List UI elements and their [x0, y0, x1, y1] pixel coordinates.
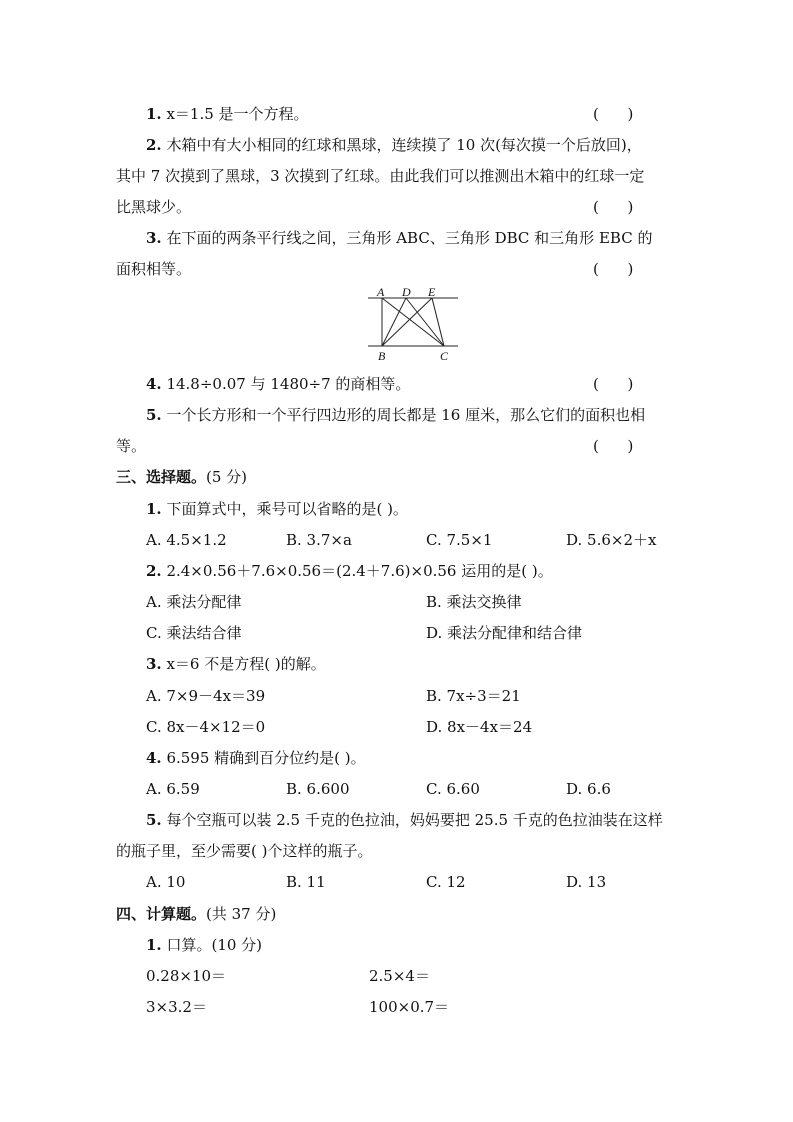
- item-number: 2.: [146, 562, 162, 580]
- option-c[interactable]: C. 8x－4×12＝0: [146, 718, 266, 736]
- oral-calc-item[interactable]: 3×3.2＝: [146, 998, 207, 1016]
- question-stem: x＝6 不是方程( )的解。: [166, 655, 326, 673]
- section-score: (共 37 分): [206, 905, 277, 923]
- item-number: 4.: [146, 375, 162, 393]
- option-b[interactable]: B. 7x÷3＝21: [426, 687, 521, 705]
- point-label-d: D: [402, 286, 411, 299]
- section-score: (5 分): [206, 468, 248, 486]
- item-number: 3.: [146, 229, 162, 247]
- option-c[interactable]: C. 12: [426, 873, 466, 891]
- item-number: 5.: [146, 811, 162, 829]
- question-text: 等。: [116, 437, 147, 455]
- question-stem: 2.4×0.56＋7.6×0.56＝(2.4＋7.6)×0.56 运用的是( )。: [166, 562, 553, 580]
- option-d[interactable]: D. 5.6×2＋x: [566, 531, 657, 549]
- item-number: 2.: [146, 136, 162, 154]
- option-c[interactable]: C. 乘法结合律: [146, 624, 242, 642]
- question-stem: 每个空瓶可以装 2.5 千克的色拉油，妈妈要把 25.5 千克的色拉油装在这样: [166, 811, 663, 829]
- point-label-e: E: [428, 286, 436, 299]
- point-label-a: A: [377, 286, 385, 299]
- answer-blank[interactable]: ( ): [593, 198, 634, 216]
- question-stem-continued: 的瓶子里，至少需要( )个这样的瓶子。: [116, 842, 373, 860]
- question-stem: 6.595 精确到百分位约是( )。: [166, 749, 366, 767]
- parallel-lines-triangle-figure: [366, 286, 462, 364]
- item-number: 3.: [146, 655, 162, 673]
- item-number: 5.: [146, 406, 162, 424]
- option-b[interactable]: B. 乘法交换律: [426, 593, 522, 611]
- point-label-c: C: [440, 349, 449, 363]
- oral-calc-item[interactable]: 2.5×4＝: [369, 967, 430, 985]
- question-text: 14.8÷0.07 与 1480÷7 的商相等。: [166, 375, 411, 393]
- question-text: x＝1.5 是一个方程。: [166, 105, 309, 123]
- option-d[interactable]: D. 13: [566, 873, 607, 891]
- oral-calc-item[interactable]: 0.28×10＝: [146, 967, 227, 985]
- section-title: 三、选择题。: [116, 468, 207, 486]
- option-b[interactable]: B. 11: [286, 873, 326, 891]
- section-heading-choice: [116, 467, 247, 487]
- option-b[interactable]: B. 3.7×a: [286, 531, 352, 549]
- option-d[interactable]: D. 乘法分配律和结合律: [426, 624, 583, 642]
- item-number: 4.: [146, 749, 162, 767]
- option-a[interactable]: A. 7×9－4x＝39: [146, 687, 266, 705]
- option-a[interactable]: A. 10: [146, 873, 186, 891]
- question-text: 比黑球少。: [116, 198, 192, 216]
- answer-blank[interactable]: ( ): [593, 375, 634, 393]
- subheading-label: 口算。: [166, 936, 212, 954]
- option-c[interactable]: C. 6.60: [426, 780, 480, 798]
- section-heading-calc: [116, 904, 276, 924]
- option-d[interactable]: D. 8x－4x＝24: [426, 718, 533, 736]
- section-title: 四、计算题。: [116, 905, 207, 923]
- question-text: 一个长方形和一个平行四边形的周长都是 16 厘米，那么它们的面积也相: [166, 406, 646, 424]
- subheading-score: (10 分): [211, 936, 263, 954]
- answer-blank[interactable]: ( ): [593, 260, 634, 278]
- option-d[interactable]: D. 6.6: [566, 780, 611, 798]
- point-label-b: B: [378, 349, 386, 363]
- question-stem: 下面算式中，乘号可以省略的是( )。: [166, 500, 408, 518]
- option-c[interactable]: C. 7.5×1: [426, 531, 493, 549]
- item-number: 1.: [146, 105, 162, 123]
- calc-subheading: [146, 935, 262, 955]
- question-text: 木箱中有大小相同的红球和黑球，连续摸了 10 次(每次摸一个后放回)，: [166, 136, 642, 154]
- option-a[interactable]: A. 乘法分配律: [146, 593, 242, 611]
- item-number: 1.: [146, 936, 162, 954]
- item-number: 1.: [146, 500, 162, 518]
- question-text: 其中 7 次摸到了黑球，3 次摸到了红球。由此我们可以推测出木箱中的红球一定: [116, 167, 645, 185]
- question-text: 在下面的两条平行线之间，三角形 ABC、三角形 DBC 和三角形 EBC 的: [166, 229, 653, 247]
- oral-calc-item[interactable]: 100×0.7＝: [369, 998, 450, 1016]
- answer-blank[interactable]: ( ): [593, 105, 634, 123]
- option-a[interactable]: A. 6.59: [146, 780, 200, 798]
- question-text: 面积相等。: [116, 260, 192, 278]
- option-a[interactable]: A. 4.5×1.2: [146, 531, 227, 549]
- option-b[interactable]: B. 6.600: [286, 780, 350, 798]
- answer-blank[interactable]: ( ): [593, 437, 634, 455]
